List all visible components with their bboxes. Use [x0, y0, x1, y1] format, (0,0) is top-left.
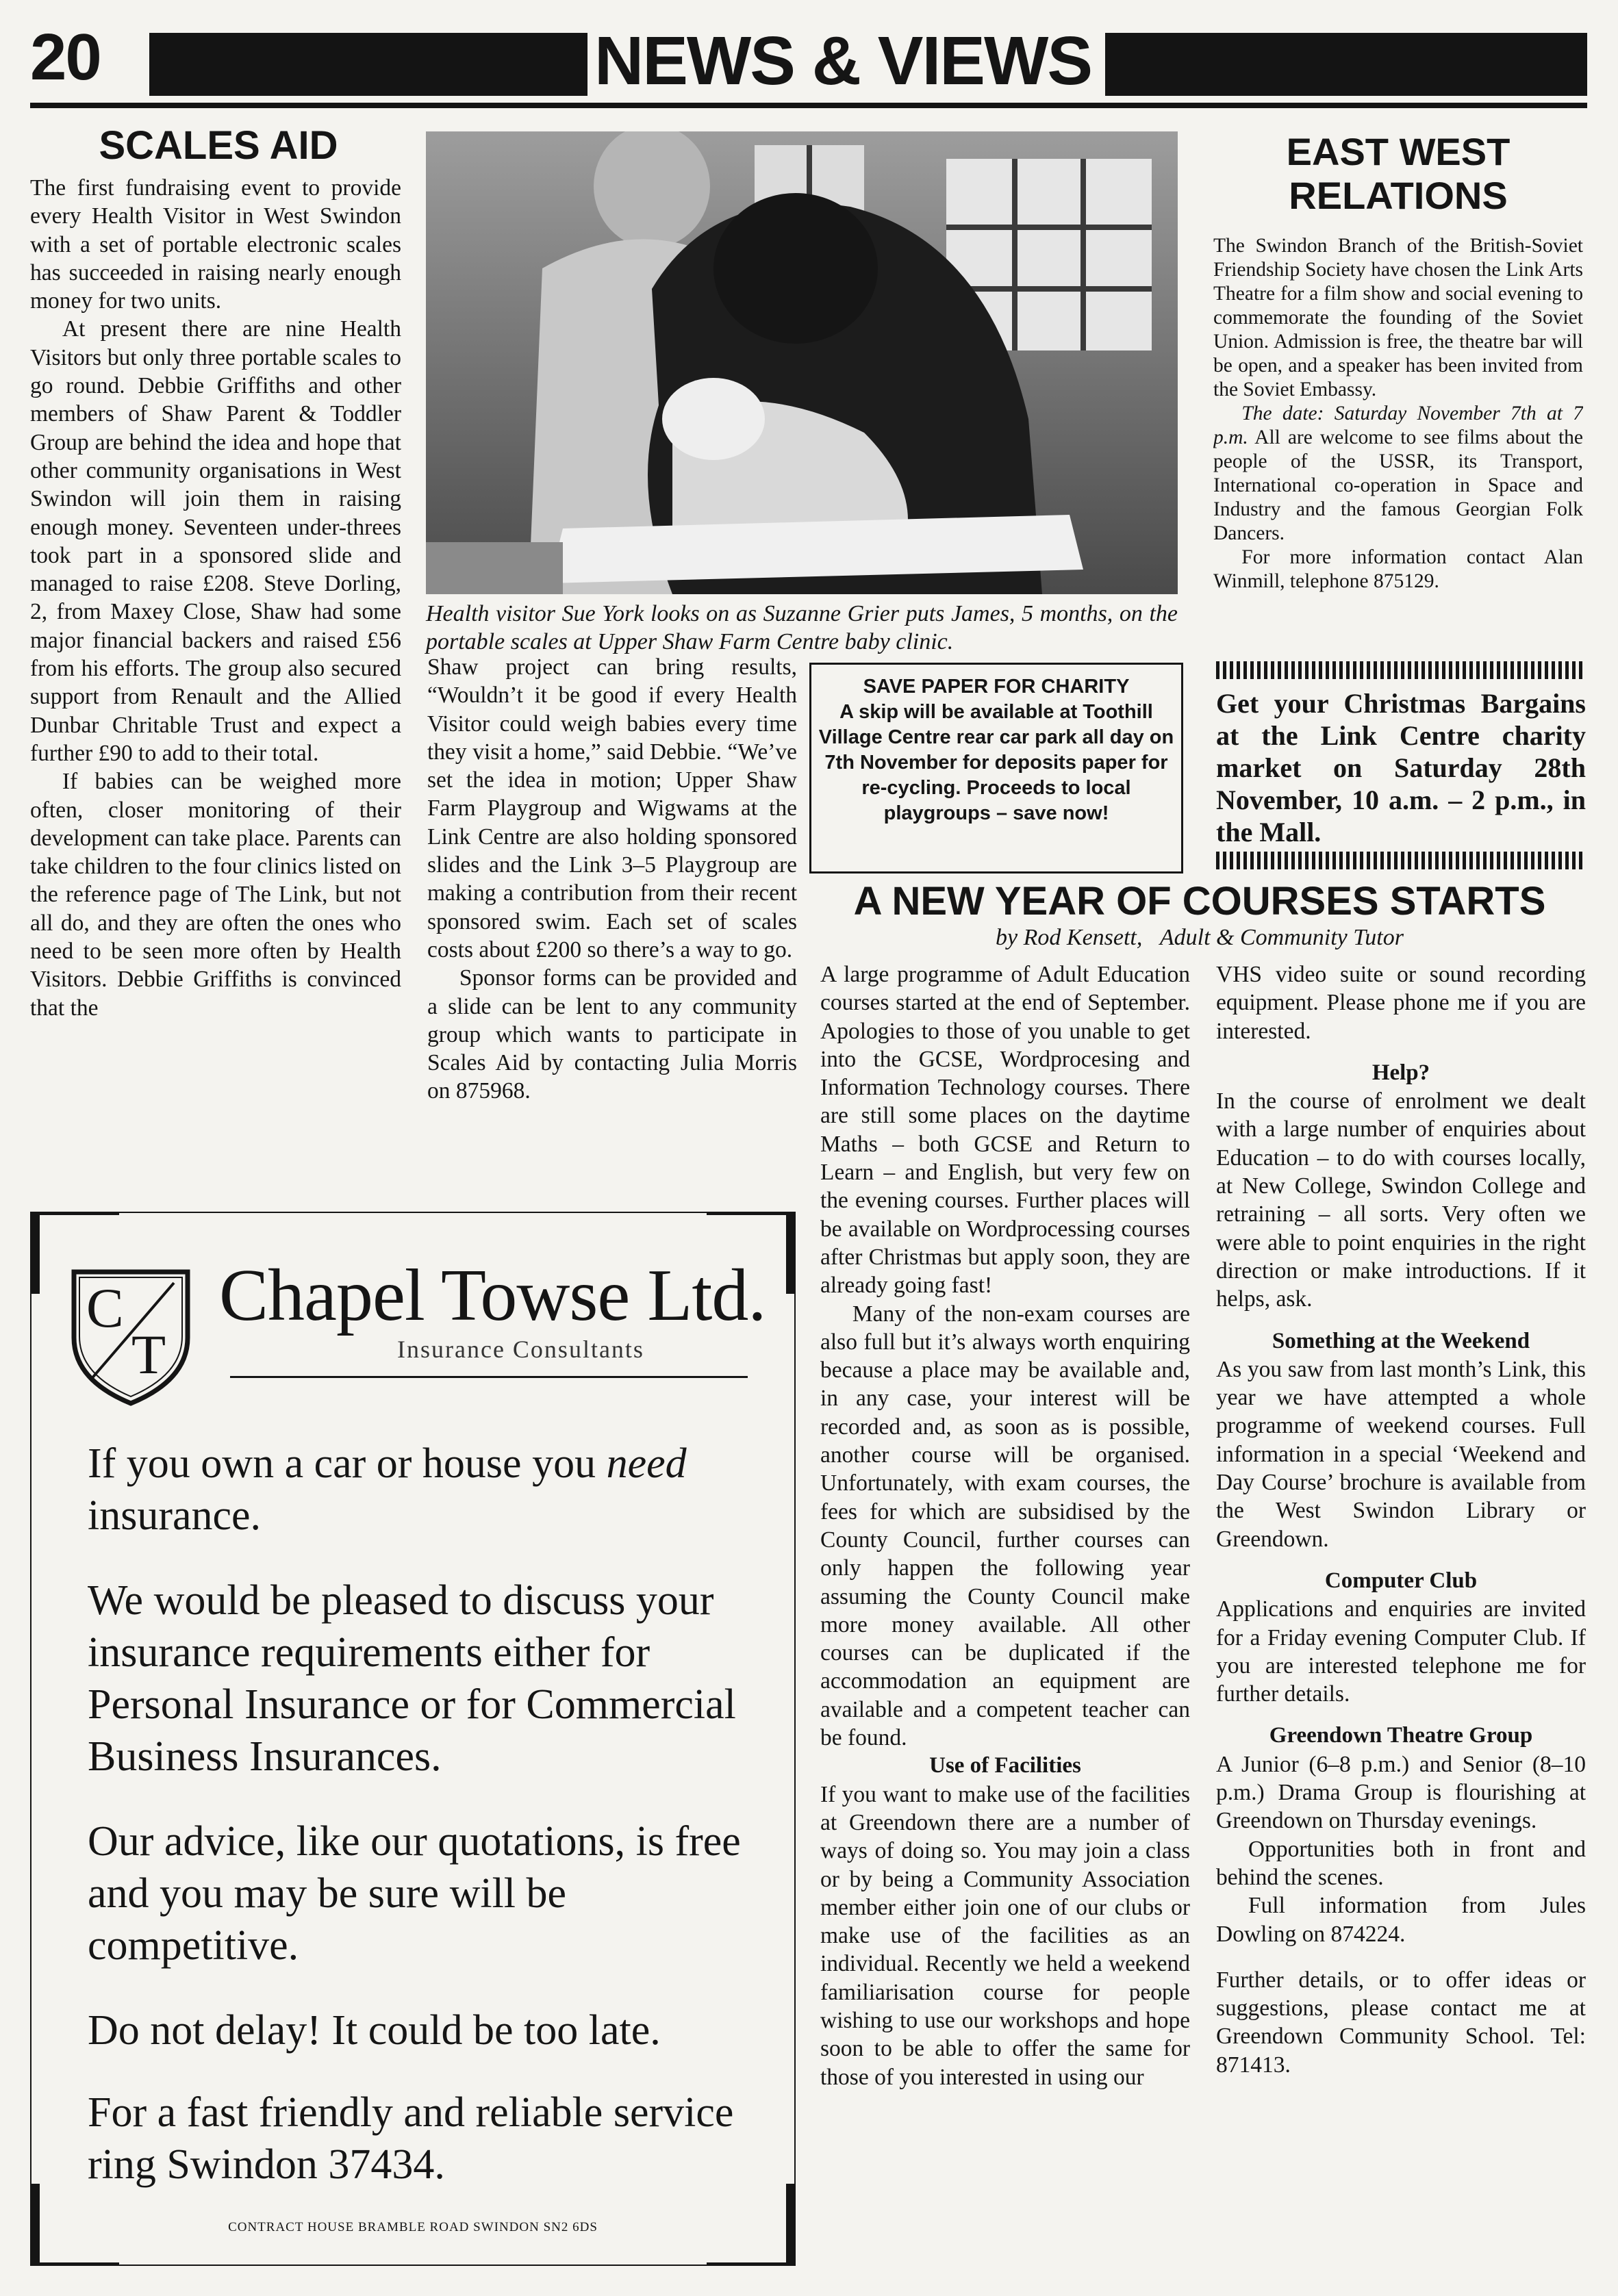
clinic-photo-image: [426, 131, 1178, 594]
christmas-bargains: Get your Christmas Bargains at the Link Centre charity market on Saturday 28th November, 10 a.m. – 2 p.m., in the Mall.: [1216, 688, 1586, 847]
scales-aid-cont-para-1: Shaw project can bring results, “Wouldn’t it be good if every Health Visitor could weigh babies every time they visit a home,” said Debbie. “We’ve set the idea in motion; Upper Shaw Farm Playgroup and Wigwams at the Link Centre are also holding sponsored slides and the Link 3–5 Playgroup are making a contribution from their recent sponsored swim. Each set of scales costs about £200 so there’s a way to go.: [427, 654, 797, 962]
photo-caption: Health visitor Sue York looks on as Suzanne Grier puts James, 5 months, on the portable scales at Upper Shaw Farm Centre baby clinic.: [426, 601, 1178, 654]
courses-para-2: Many of the non-exam courses are also full but it’s always worth enquiring because a place may be available and, in any case, your interest will be recorded and, as soon as is possible, another course will be organised. Unfortunately, with exam courses, the fees for which are subsidised by the County Council, further courses can only happen the following year assuming the County Council make more money available. All other courses can be duplicated if the accommodation an equipment are available and a competent teacher can be found.: [820, 1301, 1190, 1751]
scales-aid-body: [30, 174, 401, 1194]
advert-para-2: We would be pleased to discuss your insurance requirements either for Personal Insurance or for Commercial Business Insurances.: [88, 1577, 736, 1780]
masthead-rule: [30, 103, 1587, 108]
east-west-date: The date: Saturday November 7th at 7 p.m.: [1213, 403, 1583, 448]
east-west-para-1: The Swindon Branch of the British-Soviet Friendship Society have chosen the Link Arts Theatre for a film show and social evening to commemorate the founding of the Soviet Union. Admission is free, the theatre bar will be open, and a speaker has been invited from the Soviet Embassy.: [1213, 235, 1583, 400]
courses-column-1: [820, 960, 1190, 2262]
courses-para-1: A large programme of Adult Education courses started at the end of September. Apologies to those of you unable to get into the GCSE, Wordprocesing and Information Technology courses. There are still some places on the daytime Maths – both GCSE and Return to Learn – and English, but very few on the evening courses. Further places will be available on Wordprocessing courses after Christmas but apply soon, they are already going fast!: [820, 962, 1190, 1299]
advert-rule-left: [30, 1294, 31, 2184]
scales-aid-para-1: The first fundraising event to provide every Health Visitor in West Swindon with a set of portable electronic scales has succeeded in raising nearly enough money for two units.: [30, 175, 401, 314]
theatre-para-1: A Junior (6–8 p.m.) and Senior (8–10 p.m.) Drama Group is flourishing at Greendown on Thursday evenings.: [1216, 1751, 1586, 1834]
advert-rule: [230, 1376, 748, 1378]
further-details-para: Further details, or to offer ideas or suggestions, please contact me at Greendown Community School. Tel: 871413.: [1216, 1967, 1586, 2078]
advert-para-3: Our advice, like our quotations, is free and you may be sure will be competitive.: [88, 1818, 741, 1969]
theatre-para-2: Opportunities both in front and behind the scenes.: [1216, 1836, 1586, 1890]
masthead-bar-right: [1105, 33, 1587, 96]
courses-column-2: [1216, 960, 1586, 2262]
advert-tagline: Insurance Consultants: [397, 1336, 644, 1363]
advert-rule-right: [794, 1294, 796, 2184]
clinic-photo: [426, 131, 1178, 594]
courses-author: by Rod Kensett,: [996, 925, 1143, 950]
christmas-stripe-top: [1216, 661, 1586, 679]
facilities-para: If you want to make use of the facilities at Greendown there are a number of ways of doing so. You may join a class or by being a Community Association member either join one of our clubs or make use of the facilities as an individual. Recently we held a weekend familiarisation course for people wishing to use our workshops and hope soon to be able to offer the same for those of you interested in using our: [820, 1781, 1190, 2090]
computer-club-heading: Computer Club: [1324, 1568, 1478, 1593]
logo-letter-c: C: [86, 1277, 124, 1339]
courses-title: A NEW YEAR OF COURSES STARTS: [853, 879, 1546, 923]
courses-author-role: Adult & Community Tutor: [1159, 925, 1404, 950]
christmas-stripe-bottom: [1216, 852, 1586, 869]
logo-letter-t: T: [131, 1323, 166, 1386]
help-heading: Help?: [1371, 1060, 1430, 1085]
facilities-heading: Use of Facilities: [929, 1753, 1081, 1778]
east-west-para-3: For more information contact Alan Winmill, telephone 875129.: [1213, 546, 1583, 592]
advert-para-5: For a fast friendly and reliable service ring Swindon 37434.: [88, 2089, 734, 2188]
courses-col2-top: VHS video suite or sound recording equipment. Please phone me if you are interested.: [1216, 962, 1586, 1044]
weekend-heading: Something at the Weekend: [1272, 1328, 1530, 1353]
chapel-towse-logo: [70, 1262, 192, 1409]
advert-company-name: Chapel Towse Ltd.: [219, 1255, 766, 1336]
theatre-para-3: Full information from Jules Dowling on 874224.: [1216, 1893, 1586, 1947]
insurance-advert: [30, 1212, 796, 2266]
advert-text: [88, 1438, 772, 2191]
theatre-group-heading: Greendown Theatre Group: [1269, 1723, 1533, 1748]
computer-club-para: Applications and enquiries are invited for a Friday evening Computer Club. If you are interested telephone me for further details.: [1216, 1596, 1586, 1707]
scales-aid-para-3: If babies can be weighed more often, closer monitoring of their development can take place. Parents can take children to the four clinics listed on the reference page of The Link, but not all do, and they are often the ones who need to be seen more often by Health Visitors. Debbie Griffiths is convinced that the: [30, 769, 401, 1021]
advert-address: CONTRACT HOUSE BRAMBLE ROAD SWINDON SN2 6DS: [228, 2220, 598, 2234]
help-para: In the course of enrolment we dealt with a large number of enquiries about Education – to do with courses locally, at New College, Swindon College and retraining – all sorts. Very often we were able to point enquiries in the right direction or make introductions. If it helps, ask.: [1216, 1088, 1586, 1312]
scales-aid-para-2: At present there are nine Health Visitors but only three portable scales to go round. Debbie Griffiths and other members of Shaw Parent & Toddler Group are behind the idea and hope that other community organisations in West Swindon will join them in raising enough money. Seventeen under-threes took part in a sponsored slide and managed to raise £208. Steve Dorling, 2, from Maxey Close, Shaw had some major financial backers and raised £56 from his efforts. The group also secured support from Renault and the Allied Dunbar Chritable Trust and expect a further £90 to add to their total.: [30, 316, 401, 766]
scales-aid-continuation: [427, 653, 797, 1194]
east-west-para-2: All are welcome to see films about the people of the USSR, its Transport, International co-operation in Space and Industry and the famous Georgian Folk Dancers.: [1213, 426, 1583, 544]
courses-byline: [809, 924, 1590, 952]
save-paper-body: A skip will be available at Toothill Village Centre rear car park all day on 7th November for deposits paper for re-cycling. Proceeds to local playgroups – save now!: [818, 701, 1174, 824]
east-west-title: EAST WEST RELATIONS: [1286, 130, 1510, 217]
advert-para-4: Do not delay! It could be too late.: [88, 2007, 661, 2054]
advert-rule-bottom: [119, 2265, 707, 2266]
scales-aid-title: SCALES AID: [99, 123, 338, 168]
weekend-para: As you saw from last month’s Link, this year we have attempted a whole programme of weekend courses. Full information in a special ‘Weekend and Day Course’ brochure is available from the West Swindon Library or Greendown.: [1216, 1356, 1586, 1552]
east-west-body: [1213, 234, 1583, 649]
masthead-bar-left: [149, 33, 587, 96]
page-number: 20: [30, 21, 101, 94]
section-title: NEWS & VIEWS: [594, 23, 1092, 99]
advert-line-1: If you own a car or house you need insurance.: [88, 1440, 687, 1539]
scales-aid-cont-para-2: Sponsor forms can be provided and a slide can be lent to any community group which wants to participate in Scales Aid by contacting Julia Morris on 875968.: [427, 965, 797, 1104]
save-paper-title: SAVE PAPER FOR CHARITY: [863, 676, 1130, 698]
advert-rule-top: [119, 1212, 707, 1213]
save-paper-box: [809, 663, 1183, 873]
